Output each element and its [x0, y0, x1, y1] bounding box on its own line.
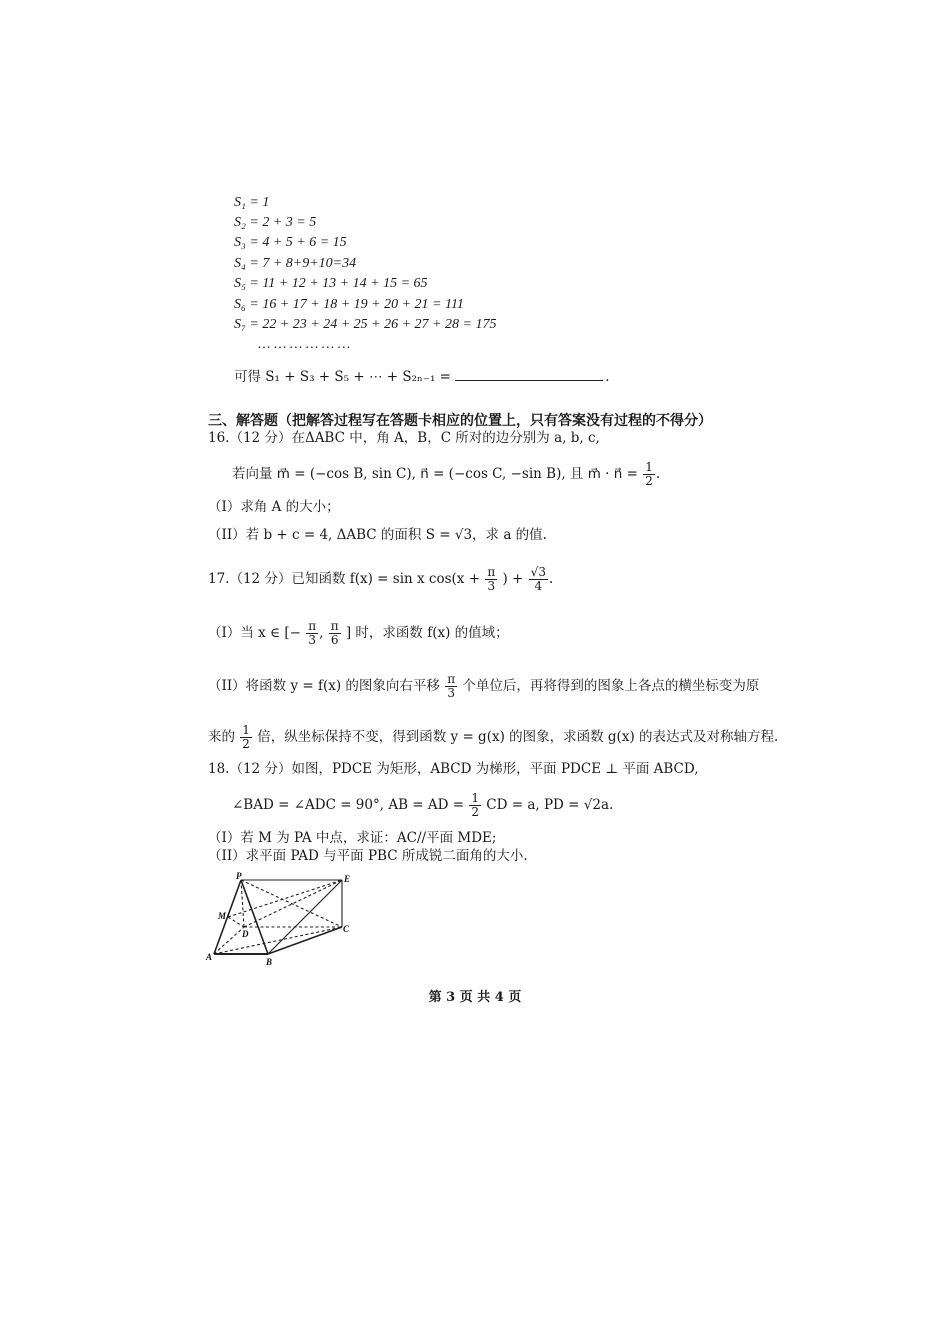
- q18-condition: [232, 792, 613, 819]
- q18-part1: （I）若 M 为 PA 中点，求证：AC//平面 MDE;: [208, 830, 497, 846]
- frac-num: √3: [530, 565, 546, 579]
- frac-num: 1: [645, 460, 653, 474]
- q17-part2-pre: （II）将函数 y = f(x) 的图象向右平移: [208, 678, 440, 694]
- q17-pi-third: [485, 566, 497, 593]
- frac-den: 2: [242, 737, 250, 751]
- q17-part2b-post: 倍，纵坐标保持不变，得到函数 y = g(x) 的图象，求函数 g(x) 的表达式及对称轴方程.: [257, 729, 779, 745]
- frac-num: 1: [242, 723, 250, 737]
- q17-p1-frac-b: [329, 620, 341, 647]
- label-B: B: [266, 957, 273, 967]
- q17-part1-post: ] 时，求函数 f(x) 的值域；: [345, 625, 509, 641]
- q18-half-fraction: [469, 792, 481, 819]
- frac-den: 3: [487, 579, 496, 593]
- sequence-line-7: S₇ = 22 + 23 + 24 + 25 + 26 + 27 + 28 = 175: [234, 317, 497, 332]
- label-E: E: [344, 874, 351, 884]
- frac-num: π: [308, 619, 317, 633]
- sequence-line-3: S₃ = 4 + 5 + 6 = 15: [234, 235, 347, 250]
- sequence-ellipsis: … … … … … …: [258, 337, 351, 352]
- answer-blank: [455, 368, 603, 381]
- label-A: A: [206, 952, 213, 962]
- q16-vectors: [232, 461, 660, 488]
- q17-part2: [208, 673, 759, 700]
- q17-part1-sep: ,: [319, 625, 324, 641]
- edge-MD-hidden: [228, 917, 244, 927]
- q16-part1: （I）求角 A 的大小；: [208, 499, 340, 515]
- sequence-line-4: S₄ = 7 + 8+9+10=34: [234, 256, 357, 271]
- page-footer: 第 3 页 共 4 页: [428, 990, 522, 1005]
- q17-p2b-frac: [240, 724, 252, 751]
- edge-BE: [268, 880, 342, 954]
- q16-part2: （II）若 b + c = 4, ΔABC 的面积 S = √3，求 a 的值.: [208, 527, 547, 543]
- q16-stem: 16.（12 分）在ΔABC 中，角 A，B，C 所对的边分别为 a, b, c,: [208, 430, 600, 446]
- q17-part2b-pre: 来的: [208, 729, 235, 745]
- q17-p2-frac: [445, 673, 457, 700]
- sequence-line-2: S₂ = 2 + 3 = 5: [234, 215, 317, 230]
- label-M: M: [218, 911, 227, 921]
- q16-vectors-text: 若向量 m⃗ = (−cos B, sin C), n⃗ = (−cos C, −sin B), 且 m⃗ · n⃗ =: [232, 466, 638, 482]
- frac-num: π: [447, 672, 456, 686]
- frac-den: 4: [534, 579, 543, 593]
- frac-num: 1: [471, 791, 479, 805]
- q17-p1-frac-a: [306, 620, 318, 647]
- frac-den: 3: [447, 686, 455, 700]
- q18-cond-post: CD = a, PD = √2a.: [486, 797, 614, 813]
- q17-sqrt3-quarter: [529, 566, 548, 593]
- sequence-conclusion: [234, 368, 610, 386]
- q17-stem-end: .: [548, 571, 554, 587]
- q17-stem-text: 17.（12 分）已知函数 f(x) = sin x cos(x +: [208, 571, 481, 587]
- sequence-line-5: S₅ = 11 + 12 + 13 + 14 + 15 = 65: [234, 276, 428, 291]
- label-P: P: [236, 872, 242, 881]
- q17-part1: [208, 620, 509, 647]
- q18-stem: 18.（12 分）如图，PDCE 为矩形，ABCD 为梯形，平面 PDCE ⊥ 平面 ABCD,: [208, 761, 699, 777]
- q18-part2: （II）求平面 PAD 与平面 PBC 所成锐二面角的大小.: [208, 848, 528, 864]
- edge-ME-hidden: [228, 880, 342, 917]
- sequence-line-6: S₆ = 16 + 17 + 18 + 19 + 20 + 21 = 111: [234, 297, 464, 312]
- q17-part2-cont: [208, 724, 778, 751]
- sequence-line-1: S₁ = 1: [234, 195, 270, 210]
- frac-den: 2: [471, 805, 479, 819]
- q17-stem: [208, 566, 553, 593]
- q17-stem-mid: ) +: [502, 571, 524, 587]
- geometry-figure: [204, 872, 364, 968]
- frac-den: 2: [645, 474, 653, 488]
- q18-cond-pre: ∠BAD = ∠ADC = 90°, AB = AD =: [232, 797, 465, 813]
- q17-part2-post: 个单位后，再将得到的图象上各点的横坐标变为原: [462, 678, 760, 694]
- label-D: D: [242, 929, 249, 939]
- conclusion-period: .: [605, 369, 610, 385]
- frac-num: π: [487, 565, 496, 579]
- frac-num: π: [330, 619, 339, 633]
- label-C: C: [343, 924, 350, 934]
- q16-vectors-end: .: [655, 466, 661, 482]
- frac-den: 6: [330, 633, 339, 647]
- q16-half-fraction: [643, 461, 655, 488]
- q17-part1-pre: （I）当 x ∈ [−: [208, 625, 301, 641]
- section-title: 三、解答题（把解答过程写在答题卡相应的位置上，只有答案没有过程的不得分）: [208, 413, 712, 429]
- frac-den: 3: [308, 633, 316, 647]
- conclusion-text: 可得 S₁ + S₃ + S₅ + ⋯ + S₂ₙ₋₁ =: [234, 369, 451, 385]
